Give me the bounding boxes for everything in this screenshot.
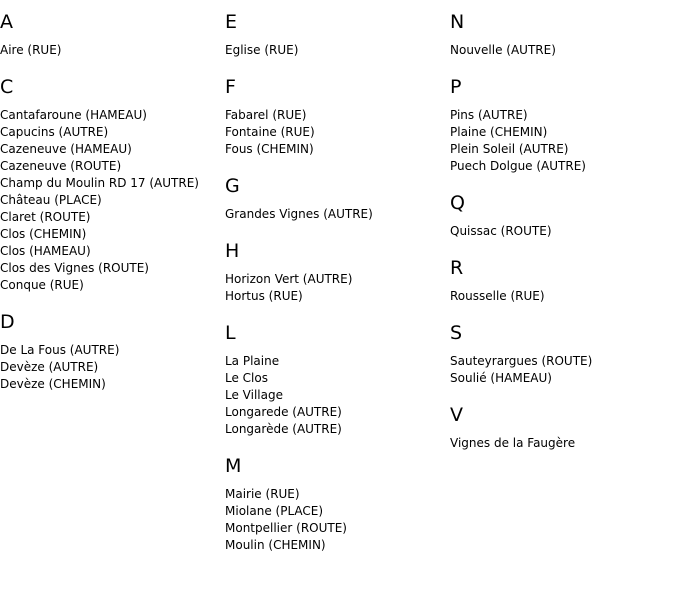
letter-group [225, 239, 445, 305]
street-list-item [225, 124, 445, 141]
street-link[interactable]: Château (PLACE) [0, 193, 102, 207]
street-list [450, 353, 670, 387]
street-list [225, 271, 445, 305]
street-link[interactable]: Quissac (ROUTE) [450, 224, 552, 238]
street-link[interactable]: Clos (CHEMIN) [0, 227, 87, 241]
street-list-item [225, 520, 445, 537]
letter-group [450, 191, 670, 240]
street-list-item [225, 271, 445, 288]
letter-heading: A [0, 11, 13, 33]
street-link[interactable]: De La Fous (AUTRE) [0, 343, 120, 357]
letter-group [450, 75, 670, 175]
street-list-item [0, 42, 220, 59]
street-list-item [0, 277, 220, 294]
letter-group [450, 256, 670, 305]
street-link[interactable]: Hortus (RUE) [225, 289, 303, 303]
street-link[interactable]: Le Clos [225, 371, 268, 385]
letter-heading: H [225, 240, 240, 262]
street-list [0, 342, 220, 393]
street-list-item [225, 42, 445, 59]
street-list-item [450, 42, 670, 59]
street-link[interactable]: Pins (AUTRE) [450, 108, 528, 122]
street-list-item [0, 243, 220, 260]
street-list-item [225, 486, 445, 503]
street-list-item [450, 158, 670, 175]
street-list-item [0, 376, 220, 393]
index-column [450, 10, 670, 468]
street-link[interactable]: Capucins (AUTRE) [0, 125, 109, 139]
letter-group [0, 310, 220, 393]
street-link[interactable]: Cazeneuve (HAMEAU) [0, 142, 132, 156]
letter-group [450, 10, 670, 59]
letter-group [450, 321, 670, 387]
street-link[interactable]: Puech Dolgue (AUTRE) [450, 159, 586, 173]
street-list-item [225, 370, 445, 387]
street-list-item [225, 404, 445, 421]
letter-heading: V [450, 404, 463, 426]
letter-heading: D [0, 311, 15, 333]
letter-heading: C [0, 76, 14, 98]
letter-heading: E [225, 11, 238, 33]
street-link[interactable]: Mairie (RUE) [225, 487, 300, 501]
letter-heading: F [225, 76, 236, 98]
street-link[interactable]: Plein Soleil (AUTRE) [450, 142, 569, 156]
street-list [225, 206, 445, 223]
street-link[interactable]: Montpellier (ROUTE) [225, 521, 347, 535]
street-list [450, 223, 670, 240]
street-list [450, 107, 670, 175]
letter-heading: L [225, 322, 236, 344]
street-link[interactable]: Grandes Vignes (AUTRE) [225, 207, 373, 221]
letter-heading: M [225, 455, 242, 477]
letter-heading: Q [450, 192, 465, 214]
street-link[interactable]: Vignes de la Faugère [450, 436, 576, 450]
letter-heading: P [450, 76, 462, 98]
street-link[interactable]: Devèze (AUTRE) [0, 360, 99, 374]
street-link[interactable]: Champ du Moulin RD 17 (AUTRE) [0, 176, 199, 190]
street-list-item [0, 359, 220, 376]
index-column [225, 10, 445, 570]
street-list-item [0, 192, 220, 209]
street-list [450, 435, 670, 452]
letter-heading: G [225, 175, 240, 197]
letter-group [225, 321, 445, 438]
street-link[interactable]: Conque (RUE) [0, 278, 84, 292]
street-list-item [0, 342, 220, 359]
street-link[interactable]: Miolane (PLACE) [225, 504, 324, 518]
index-column [0, 10, 220, 409]
street-list-item [225, 107, 445, 124]
street-list-item [0, 124, 220, 141]
letter-group [450, 403, 670, 452]
street-list-item [450, 141, 670, 158]
street-link[interactable]: Plaine (CHEMIN) [450, 125, 548, 139]
letter-group [0, 75, 220, 294]
street-list [0, 107, 220, 294]
street-list-item [0, 107, 220, 124]
street-list-item [0, 175, 220, 192]
street-list [225, 107, 445, 158]
street-list-item [225, 206, 445, 223]
street-list-item [0, 260, 220, 277]
street-list-item [225, 353, 445, 370]
street-list [450, 42, 670, 59]
street-link[interactable]: Longarede (AUTRE) [225, 405, 342, 419]
street-list-item [450, 124, 670, 141]
street-link[interactable]: Claret (ROUTE) [0, 210, 91, 224]
street-list-item [225, 503, 445, 520]
street-list-item [225, 421, 445, 438]
street-list-item [0, 158, 220, 175]
letter-group [225, 174, 445, 223]
street-list-item [225, 537, 445, 554]
street-link[interactable]: Nouvelle (AUTRE) [450, 43, 556, 57]
street-list-item [0, 209, 220, 226]
street-list-item [450, 223, 670, 240]
street-list-item [450, 370, 670, 387]
street-link[interactable]: Aire (RUE) [0, 43, 62, 57]
street-link[interactable]: Cantafaroune (HAMEAU) [0, 108, 147, 122]
letter-group [225, 10, 445, 59]
street-link[interactable]: Fous (CHEMIN) [225, 142, 314, 156]
street-link[interactable]: Moulin (CHEMIN) [225, 538, 326, 552]
street-list-item [450, 353, 670, 370]
street-list-item [450, 107, 670, 124]
letter-group [225, 75, 445, 158]
street-link[interactable]: Soulié (HAMEAU) [450, 371, 552, 385]
street-list-item [225, 387, 445, 404]
street-list [0, 42, 220, 59]
street-list [225, 486, 445, 554]
letter-heading: N [450, 11, 465, 33]
street-link[interactable]: Fabarel (RUE) [225, 108, 307, 122]
street-link[interactable]: Horizon Vert (AUTRE) [225, 272, 353, 286]
street-link[interactable]: Longarède (AUTRE) [225, 422, 342, 436]
street-link[interactable]: Fontaine (RUE) [225, 125, 315, 139]
street-link[interactable]: Clos des Vignes (ROUTE) [0, 261, 149, 275]
letter-group [225, 454, 445, 554]
street-link[interactable]: Clos (HAMEAU) [0, 244, 91, 258]
street-link[interactable]: Cazeneuve (ROUTE) [0, 159, 122, 173]
letter-group [0, 10, 220, 59]
street-link[interactable]: Devèze (CHEMIN) [0, 377, 106, 391]
street-list-item [0, 141, 220, 158]
street-list-item [225, 141, 445, 158]
street-list-item [450, 435, 670, 452]
street-link[interactable]: Le Village [225, 388, 283, 402]
street-list [225, 42, 445, 59]
street-link[interactable]: La Plaine [225, 354, 280, 368]
street-list-item [450, 288, 670, 305]
street-link[interactable]: Rousselle (RUE) [450, 289, 545, 303]
street-list [225, 353, 445, 438]
street-list-item [225, 288, 445, 305]
street-link[interactable]: Eglise (RUE) [225, 43, 299, 57]
street-list [450, 288, 670, 305]
street-link[interactable]: Sauteyrargues (ROUTE) [450, 354, 593, 368]
letter-heading: R [450, 257, 464, 279]
letter-heading: S [450, 322, 463, 344]
street-list-item [0, 226, 220, 243]
